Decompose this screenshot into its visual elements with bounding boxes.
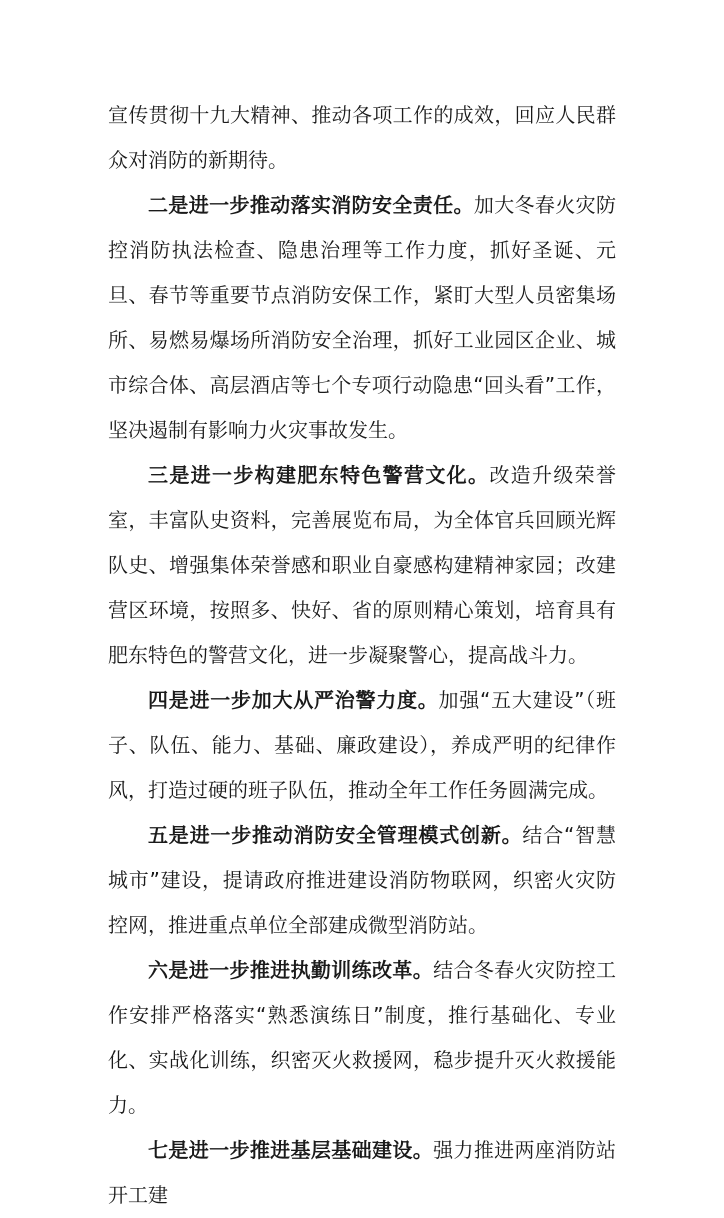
paragraph-lead: 五是进一步推动消防安全管理模式创新。: [148, 823, 523, 847]
paragraph-lead: 二是进一步推动落实消防安全责任。: [148, 193, 474, 217]
paragraph-lead: 七是进一步推进基层基础建设。: [148, 1138, 434, 1162]
paragraph-item-7: [108, 1128, 616, 1218]
document-page: [108, 93, 616, 1218]
paragraph-body: 宣传贯彻十九大精神、推动各项工作的成效，回应人民群众对消防的新期待。: [108, 103, 616, 172]
paragraph-body: 结合“智慧城市”建设，提请政府推进建设消防物联网，织密火灾防控网，推进重点单位全部建成微型消防站。: [108, 823, 616, 937]
paragraph-item-5: [108, 813, 616, 948]
paragraph-body: 改造升级荣誉室，丰富队史资料，完善展览布局，为全体官兵回顾光辉队史、增强集体荣誉感和职业自豪感构建精神家园；改建营区环境，按照多、快好、省的原则精心策划，培育具有肥东特色的警营文化，进一步凝聚警心，提高战斗力。: [108, 463, 617, 667]
paragraph-body: 加强“五大建设”（班子、队伍、能力、基础、廉政建设），养成严明的纪律作风，打造过硬的班子队伍，推动全年工作任务圆满完成。: [108, 688, 616, 802]
paragraph-lead: 三是进一步构建肥东特色警营文化。: [148, 463, 490, 487]
paragraph-body: 强力推进两座消防站开工建: [108, 1138, 617, 1207]
paragraph-item-6: [108, 948, 616, 1128]
paragraph-continuation: [108, 93, 616, 183]
paragraph-item-3: [108, 453, 616, 678]
paragraph-lead: 四是进一步加大从严治警力度。: [148, 688, 439, 712]
paragraph-item-2: [108, 183, 616, 453]
paragraph-lead: 六是进一步推进执勤训练改革。: [148, 958, 434, 982]
paragraph-item-4: [108, 678, 616, 813]
paragraph-body: 加大冬春火灾防控消防执法检查、隐患治理等工作力度，抓好圣诞、元旦、春节等重要节点消防安保工作，紧盯大型人员密集场所、易燃易爆场所消防安全治理，抓好工业园区企业、城市综合体、高层酒店等七个专项行动隐患“回头看”工作，坚决遏制有影响力火灾事故发生。: [108, 193, 617, 442]
paragraph-body: 结合冬春火灾防控工作安排严格落实“熟悉演练日”制度，推行基础化、专业化、实战化训练，织密灭火救援网，稳步提升灭火救援能力。: [108, 958, 617, 1117]
